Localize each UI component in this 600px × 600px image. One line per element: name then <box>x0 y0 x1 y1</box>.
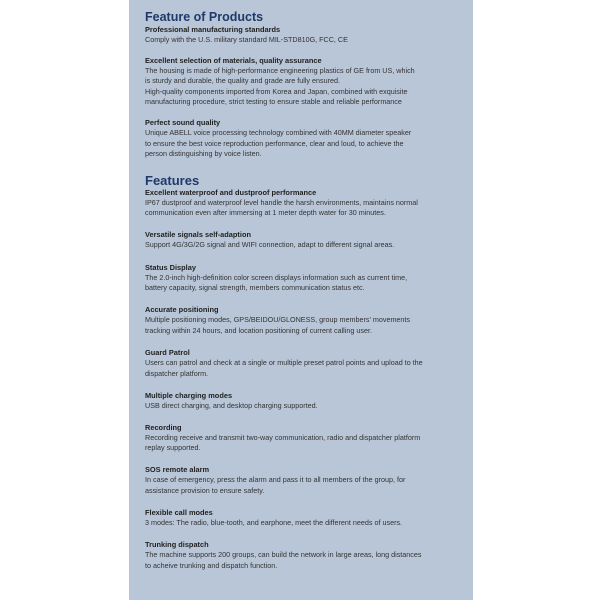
feature-item-title: Trunking dispatch <box>145 540 209 550</box>
feature-item-text-line: Recording receive and transmit two-way communication, radio and dispatcher platform <box>145 432 421 442</box>
feature-item-text-line: dispatcher platform. <box>145 368 209 378</box>
feature-item-title: Perfect sound quality <box>145 117 221 127</box>
feature-item <box>145 305 465 336</box>
feature-item-text-line: is sturdy and durable, the quality and grade are fully ensured. <box>145 76 340 86</box>
item-list <box>145 25 465 160</box>
feature-item <box>145 188 465 219</box>
feature-item <box>145 56 465 108</box>
feature-item-title: Recording <box>145 422 182 432</box>
feature-item-text-line: 3 modes: The radio, blue-tooth, and earphone, meet the different needs of users. <box>145 518 403 528</box>
feature-item-text-line: USB direct charging, and desktop charging supported. <box>145 400 318 410</box>
section-title: Feature of Products <box>145 10 264 24</box>
feature-item-text-line: In case of emergency, press the alarm and pass it to all members of the group, for <box>145 475 406 485</box>
feature-item-title: SOS remote alarm <box>145 465 210 475</box>
feature-item-text-line: Comply with the U.S. military standard MIL-STD810G, FCC, CE <box>145 35 348 44</box>
feature-item-text-line: Unique ABELL voice processing technology combined with 40MM diameter speaker <box>145 127 412 137</box>
feature-item-title: Versatile signals self-adaption <box>145 230 251 240</box>
item-list <box>145 188 465 572</box>
feature-item-text-line: to ensure the best voice reproduction performance, clear and loud, to achieve the <box>145 138 404 148</box>
feature-item-text-line: to acheive trunking and dispatch function. <box>145 560 278 570</box>
feature-item-text-line: person distinguishing by voice listen. <box>145 149 262 159</box>
feature-item-text-line: Support 4G/3G/2G signal and WIFI connection, adapt to different signal areas. <box>145 240 395 250</box>
feature-item-text-line: High-quality components imported from Korea and Japan, combined with exquisite <box>145 86 408 96</box>
feature-item-text-line: The housing is made of high-performance engineering plastics of GE from US, which <box>145 65 415 75</box>
feature-item <box>145 25 465 46</box>
feature-item <box>145 348 465 379</box>
feature-item-text-line: The machine supports 200 groups, can build the network in large areas, long distances <box>145 550 422 560</box>
feature-item <box>145 540 465 571</box>
feature-item-text-line: tracking within 24 hours, and location positioning of current calling user. <box>145 325 372 335</box>
feature-item-text-line: IP67 dustproof and waterproof level handle the harsh environments, maintains normal <box>145 197 418 207</box>
feature-item <box>145 391 465 412</box>
feature-item-text-line: assistance provision to ensure safety. <box>145 485 265 495</box>
feature-item-text-line: replay supported. <box>145 443 201 453</box>
feature-item <box>145 465 465 496</box>
feature-item-text-line: manufacturing procedure, strict testing to ensure stable and reliable performance <box>145 97 402 107</box>
feature-item-text-line: The 2.0-inch high-definition color screen displays information such as current time, <box>145 272 408 282</box>
feature-item-text-line: battery capacity, signal strength, members communication status etc. <box>145 283 365 293</box>
feature-item-text-line: communication even after immersing at 1 meter depth water for 30 minutes. <box>145 208 386 218</box>
feature-of-products-section <box>145 10 465 160</box>
feature-item-title: Multiple charging modes <box>145 390 233 400</box>
section-title: Features <box>145 172 200 188</box>
feature-item-text-line: Users can patrol and check at a single or multiple preset patrol points and upload to the <box>145 357 423 367</box>
feature-item-title: Excellent waterproof and dustproof performance <box>145 187 317 197</box>
feature-item <box>145 230 465 251</box>
feature-item-title: Excellent selection of materials, quality assurance <box>145 55 322 65</box>
feature-item-title: Professional manufacturing standards <box>145 25 281 34</box>
product-features-panel <box>129 0 473 600</box>
feature-item-title: Accurate positioning <box>145 305 219 315</box>
feature-item <box>145 118 465 160</box>
features-section <box>145 173 465 572</box>
feature-item-title: Flexible call modes <box>145 508 213 518</box>
feature-item <box>145 263 465 294</box>
feature-item-title: Guard Patrol <box>145 347 190 357</box>
feature-item <box>145 508 465 529</box>
feature-item-title: Status Display <box>145 262 196 272</box>
feature-item-text-line: Multiple positioning modes, GPS/BEIDOU/GLONESS, group members' movements <box>145 315 411 325</box>
feature-item <box>145 423 465 454</box>
